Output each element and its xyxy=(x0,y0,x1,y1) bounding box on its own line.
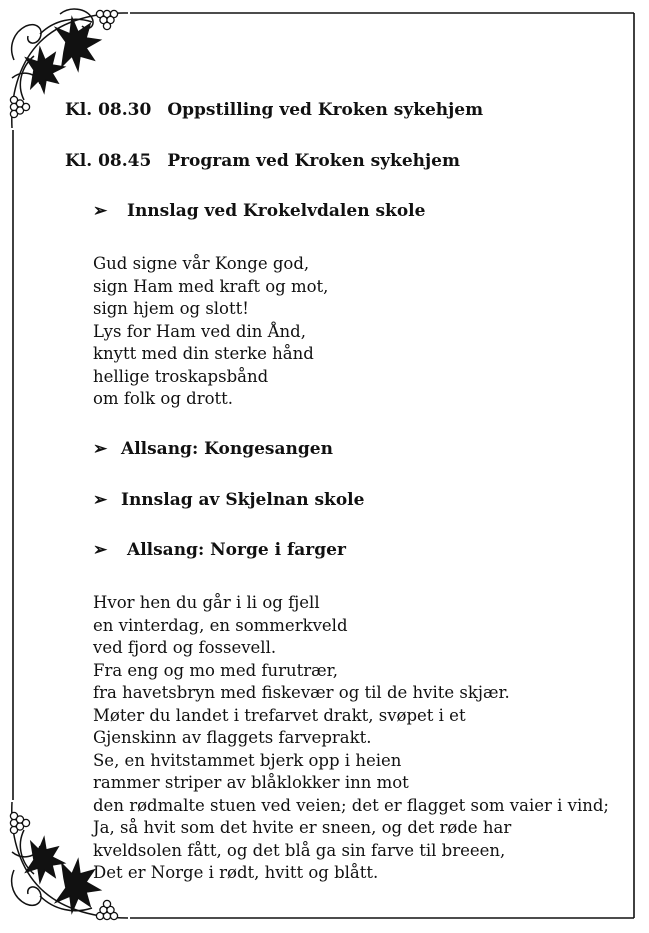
lyric-line: Hvor hen du går i li og fjell xyxy=(93,593,320,612)
lyric-line: Fra eng og mo med furutrær, xyxy=(93,660,338,680)
bullet-label: Allsang: Kongesangen xyxy=(121,439,333,459)
lyric-line: Lys for Ham ved din Ånd, xyxy=(93,321,306,341)
schedule-title: Oppstilling ved Kroken sykehjem xyxy=(167,100,484,120)
bullet-item-4 xyxy=(93,539,346,561)
schedule-time: Kl. 08.45 xyxy=(65,151,152,171)
lyric-line: fra havetsbryn med fiskevær og til de hvite skjær. xyxy=(93,683,510,702)
lyric-line: en vinterdag, en sommerkveld xyxy=(93,615,348,635)
lyric-line: sign Ham med kraft og mot, xyxy=(93,276,329,296)
lyric-line: Gjenskinn av flaggets farveprakt. xyxy=(93,728,372,747)
bullet-item-2 xyxy=(93,438,333,460)
bullet-label: Allsang: Norge i farger xyxy=(127,540,346,560)
bullet-item-3 xyxy=(93,489,364,511)
lyric-line: Møter du landet i trefarvet drakt, svøpet i et xyxy=(93,705,466,725)
bullet-label: Innslag ved Krokelvdalen skole xyxy=(127,201,426,221)
lyric-line: sign hjem og slott! xyxy=(93,299,249,318)
schedule-title: Program ved Kroken sykehjem xyxy=(167,151,460,171)
song-stanza-norge-i-farger xyxy=(93,592,609,885)
arrow-bullet-icon: ➢ xyxy=(93,201,108,221)
lyric-line: om folk og drott. xyxy=(93,389,234,408)
lyric-line: Se, en hvitstammet bjerk opp i heien xyxy=(93,750,402,770)
lyric-line: Gud signe vår Konge god, xyxy=(93,254,310,273)
bullet-item-1 xyxy=(93,200,425,222)
lyric-line: rammer striper av blåklokker inn mot xyxy=(93,773,409,792)
lyric-line: hellige troskapsbånd xyxy=(93,366,269,386)
schedule-time: Kl. 08.30 xyxy=(65,100,152,120)
song-stanza-kongesangen xyxy=(93,253,328,411)
lyric-line: ved fjord og fossevell. xyxy=(93,638,277,657)
lyric-line: den rødmalte stuen ved veien; det er flagget som vaier i vind; xyxy=(93,795,609,815)
bullet-label: Innslag av Skjelnan skole xyxy=(121,490,365,510)
arrow-bullet-icon: ➢ xyxy=(93,439,108,459)
schedule-item-1 xyxy=(65,99,483,121)
arrow-bullet-icon: ➢ xyxy=(93,540,108,560)
schedule-item-2 xyxy=(65,150,460,172)
arrow-bullet-icon: ➢ xyxy=(93,490,108,510)
lyric-line: knytt med din sterke hånd xyxy=(93,344,314,363)
lyric-line: Ja, så hvit som det hvite er sneen, og det røde har xyxy=(93,818,512,837)
lyric-line: kveldsolen fått, og det blå ga sin farve til breeen, xyxy=(93,840,506,860)
lyric-line: Det er Norge i rødt, hvitt og blått. xyxy=(93,863,379,882)
